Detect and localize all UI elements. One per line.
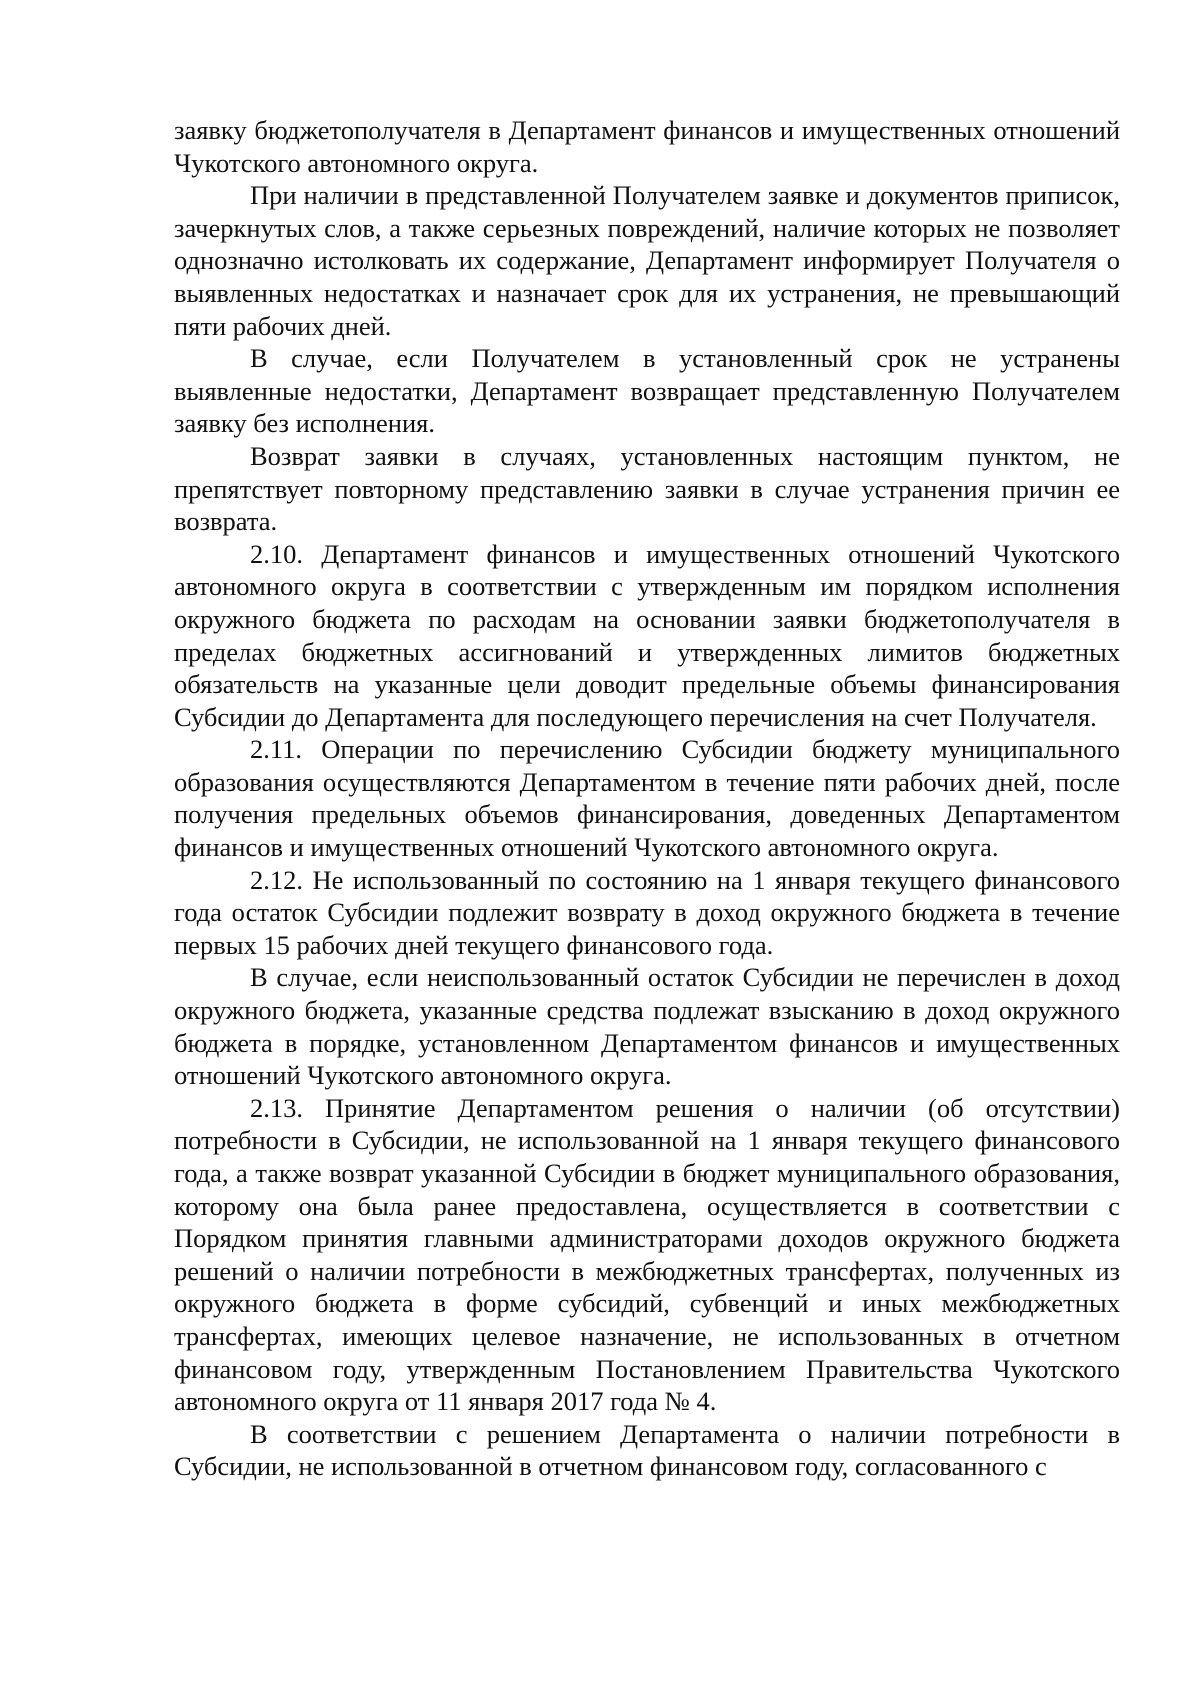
paragraph-2-13: 2.13. Принятие Департаментом решения о наличии (об отсутствии) потребности в Субсидии, не использованной на 1 января текущего финансового года, а также возврат указанной Субсидии в бюджет муниципального образования, которому она была ранее предоставлена, осуществляется в соответствии с Порядком принятия главными администраторами доходов окружного бюджета решений о наличии потребности в межбюджетных трансфертах, полученных из окружного бюджета в форме субсидий, субвенций и иных межбюджетных трансфертах, имеющих целевое назначение, не использованных в отчетном финансовом году, утвержденным Постановлением Правительства Чукотского автономного округа от 11 января 2017 года № 4. xyxy=(174,1092,1120,1417)
paragraph-return-unfixed: В случае, если Получателем в установленный срок не устранены выявленные недостатки, Департамент возвращает представленную Получателем заявку без исполнения. xyxy=(174,343,1120,439)
paragraph-2-11: 2.11. Операции по перечислению Субсидии бюджету муниципального образования осуществляются Департаментом в течение пяти рабочих дней, после получения предельных объемов финансирования, доведенных Департаментом финансов и имущественных отношений Чукотского автономного округа. xyxy=(174,734,1120,863)
paragraph-continuation: заявку бюджетополучателя в Департамент финансов и имущественных отношений Чукотского автономного округа. xyxy=(174,115,1120,178)
paragraph-recovery: В случае, если неиспользованный остаток Субсидии не перечислен в доход окружного бюджета, указанные средства подлежат взысканию в доход окружного бюджета в порядке, установленном Департаментом финансов и имущественных отношений Чукотского автономного округа. xyxy=(174,962,1120,1091)
paragraph-2-10: 2.10. Департамент финансов и имущественных отношений Чукотского автономного округа в соответствии с утвержденным им порядком исполнения окружного бюджета по расходам на основании заявки бюджетополучателя в пределах бюджетных ассигнований и утвержденных лимитов бюджетных обязательств на указанные цели доводит предельные объемы финансирования Субсидии до Департамента для последующего перечисления на счет Получателя. xyxy=(174,538,1120,732)
paragraph-need-decision: В соответствии с решением Департамента о наличии потребности в Субсидии, не использованной в отчетном финансовом году, согласованного с xyxy=(174,1418,1120,1482)
document-text xyxy=(174,114,1120,1483)
paragraph-2-12: 2.12. Не использованный по состоянию на 1 января текущего финансового года остаток Субсидии подлежит возврату в доход окружного бюджета в течение первых 15 рабочих дней текущего финансового года. xyxy=(174,864,1120,960)
paragraph-deficiencies: При наличии в представленной Получателем заявке и документов приписок, зачеркнутых слов, а также серьезных повреждений, наличие которых не позволяет однозначно истолковать их содержание, Департамент информирует Получателя о выявленных недостатках и назначает срок для их устранения, не превышающий пяти рабочих дней. xyxy=(174,180,1120,341)
paragraph-resubmission: Возврат заявки в случаях, установленных настоящим пунктом, не препятствует повторному представлению заявки в случае устранения причин ее возврата. xyxy=(174,440,1120,537)
